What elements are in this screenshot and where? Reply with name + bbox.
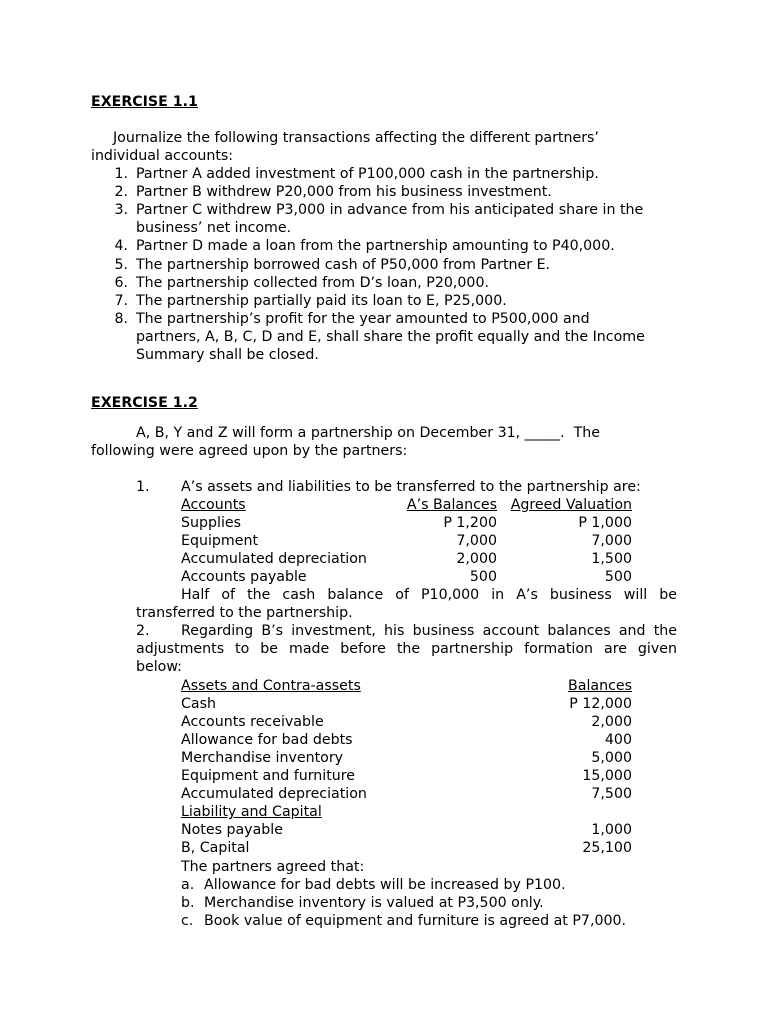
- table-row-account: Allowance for bad debts: [181, 732, 353, 748]
- item2-line-2: adjustments to be made before the partnership formation are given: [136, 641, 677, 657]
- list-item-continuation: partners, A, B, C, D and E, shall share the profit equally and the Income: [136, 329, 645, 345]
- table1-header-accounts: Accounts: [181, 497, 246, 513]
- item2-line-1: Regarding B’s investment, his business account balances and the: [181, 623, 677, 639]
- table-row-balance: 25,100: [582, 840, 632, 856]
- list-item-number: 5.: [114, 257, 128, 273]
- table-row-account: Accumulated depreciation: [181, 786, 367, 802]
- table-row-balance: 2,000: [591, 714, 632, 730]
- table-row-account: Equipment: [181, 533, 259, 549]
- list-item-number: 6.: [114, 275, 128, 291]
- table2-header-liabilities: Liability and Capital: [181, 804, 322, 820]
- agreement-letter: a.: [181, 877, 195, 893]
- item1-text: A’s assets and liabilities to be transferred to the partnership are:: [181, 479, 641, 495]
- table-row-valuation: 1,500: [591, 551, 632, 567]
- table-row-balance: 400: [604, 732, 632, 748]
- table2-header-assets: Assets and Contra-assets: [181, 678, 361, 694]
- ex11-intro-line-2: individual accounts:: [91, 148, 234, 164]
- item2-line-3: below:: [136, 659, 182, 675]
- table-row-account: Cash: [181, 696, 216, 712]
- list-item-continuation: Summary shall be closed.: [136, 347, 319, 363]
- table-row-balance: 5,000: [591, 750, 632, 766]
- table-row-account: Accumulated depreciation: [181, 551, 367, 567]
- list-item-number: 4.: [114, 238, 128, 254]
- table-row-balance: P 1,200: [443, 515, 497, 531]
- table1-header-valuation: Agreed Valuation: [510, 497, 632, 513]
- table2-header-balances: Balances: [568, 678, 632, 694]
- table-row-valuation: 7,000: [591, 533, 632, 549]
- table-row-balance: 7,500: [591, 786, 632, 802]
- agreement-letter: c.: [181, 913, 194, 929]
- table-row-account: Supplies: [181, 515, 242, 531]
- agreement-item: Allowance for bad debts will be increased by P100.: [204, 877, 566, 893]
- list-item-continuation: business’ net income.: [136, 220, 292, 236]
- list-item: Partner A added investment of P100,000 cash in the partnership.: [136, 166, 599, 182]
- table-row-account: Equipment and furniture: [181, 768, 356, 784]
- exercise-1-1-title: EXERCISE 1.1: [91, 94, 198, 110]
- table-row-account: Accounts receivable: [181, 714, 324, 730]
- table-row-balance: 1,000: [591, 822, 632, 838]
- table-row-account: Notes payable: [181, 822, 283, 838]
- half-cash-line-2: transferred to the partnership.: [136, 605, 353, 621]
- ex12-intro-line-1: A, B, Y and Z will form a partnership on December 31, _____. The: [136, 425, 601, 441]
- table-row-balance: 15,000: [582, 768, 632, 784]
- table-row-balance: 7,000: [456, 533, 497, 549]
- partners-agreed: The partners agreed that:: [181, 859, 365, 875]
- list-item: The partnership’s profit for the year amounted to P500,000 and: [136, 311, 590, 327]
- list-item: Partner C withdrew P3,000 in advance from his anticipated share in the: [136, 202, 644, 218]
- list-item-number: 2.: [114, 184, 128, 200]
- agreement-item: Merchandise inventory is valued at P3,500 only.: [204, 895, 544, 911]
- list-item-number: 8.: [114, 311, 128, 327]
- list-item: Partner D made a loan from the partnership amounting to P40,000.: [136, 238, 615, 254]
- table1-header-balances: A’s Balances: [406, 497, 497, 513]
- list-item-number: 7.: [114, 293, 128, 309]
- ex12-intro-line-2: following were agreed upon by the partners:: [91, 443, 408, 459]
- table-row-account: Merchandise inventory: [181, 750, 344, 766]
- list-item: The partnership borrowed cash of P50,000 from Partner E.: [136, 257, 551, 273]
- item1-number: 1.: [136, 479, 150, 495]
- table-row-balance: 500: [469, 569, 497, 585]
- list-item-number: 1.: [114, 166, 128, 182]
- table-row-valuation: P 1,000: [578, 515, 632, 531]
- table-row-account: Accounts payable: [181, 569, 307, 585]
- list-item: Partner B withdrew P20,000 from his business investment.: [136, 184, 552, 200]
- list-item-number: 3.: [114, 202, 128, 218]
- item2-number: 2.: [136, 623, 150, 639]
- list-item: The partnership collected from D’s loan, P20,000.: [136, 275, 489, 291]
- table-row-account: B, Capital: [181, 840, 250, 856]
- agreement-letter: b.: [181, 895, 195, 911]
- table-row-balance: P 12,000: [569, 696, 632, 712]
- exercise-1-2-title: EXERCISE 1.2: [91, 395, 198, 411]
- list-item: The partnership partially paid its loan to E, P25,000.: [136, 293, 507, 309]
- ex11-intro-line-1: Journalize the following transactions affecting the different partners’: [113, 130, 599, 146]
- table-row-balance: 2,000: [456, 551, 497, 567]
- table-row-valuation: 500: [604, 569, 632, 585]
- agreement-item: Book value of equipment and furniture is agreed at P7,000.: [204, 913, 627, 929]
- half-cash-line-1: Half of the cash balance of P10,000 in A’s business will be: [181, 587, 677, 603]
